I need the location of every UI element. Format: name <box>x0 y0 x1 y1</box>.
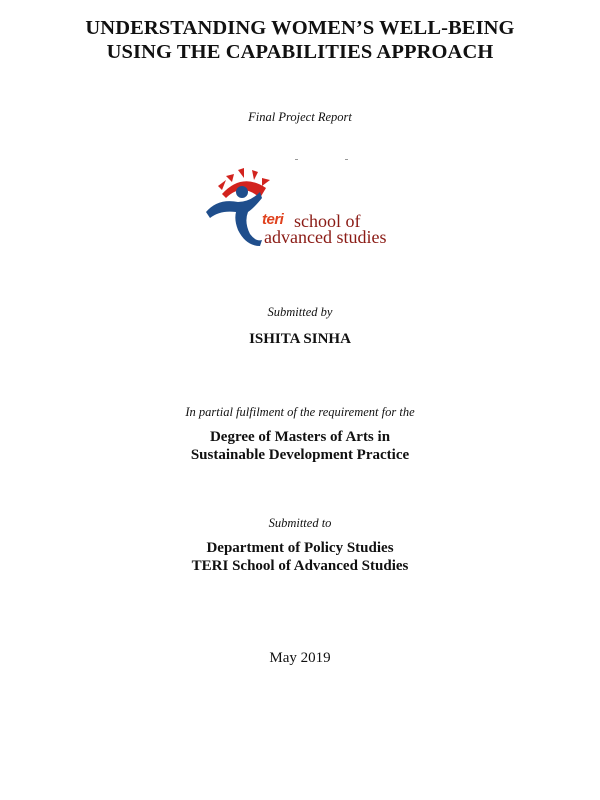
submitted-to-label: Submitted to <box>268 516 332 530</box>
logo-brand: teri <box>262 211 284 228</box>
logo-line-2: advanced studies <box>264 227 387 247</box>
report-date: May 2019 <box>269 650 331 666</box>
document-title <box>0 16 600 64</box>
degree-line-1: Degree of Masters of Arts in <box>209 429 391 445</box>
title-line-1: UNDERSTANDING WOMEN’S WELL-BEING <box>85 17 515 39</box>
author-name: ISHITA SINHA <box>249 331 351 347</box>
report-type: Final Project Report <box>248 110 352 124</box>
submitted-by-label: Submitted by <box>267 305 333 319</box>
decorative-dots <box>295 159 350 161</box>
teri-logo <box>204 168 404 250</box>
department-line-2: TERI School of Advanced Studies <box>191 558 409 574</box>
title-line-2: USING THE CAPABILITIES APPROACH <box>106 41 494 63</box>
logo-line-1: school of <box>294 211 361 231</box>
degree-line-2: Sustainable Development Practice <box>190 447 410 463</box>
department-line-1: Department of Policy Studies <box>206 540 394 556</box>
requirement-text: In partial fulfilment of the requirement for the <box>185 405 415 419</box>
